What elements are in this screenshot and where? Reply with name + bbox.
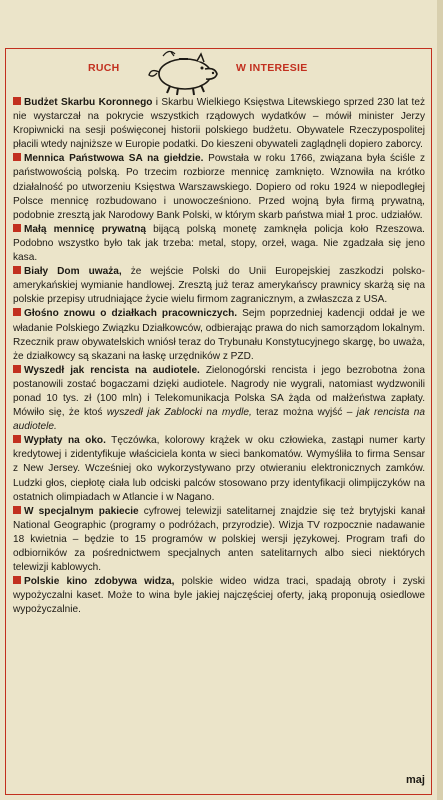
- page-edge: [437, 0, 443, 800]
- bullet-square-icon: [13, 576, 21, 584]
- news-item: [13, 265, 425, 307]
- news-headline: Małą mennicę prywatną: [24, 223, 147, 235]
- news-item: [13, 575, 425, 617]
- bullet-square-icon: [13, 308, 21, 316]
- bullet-square-icon: [13, 506, 21, 514]
- news-item: [13, 96, 425, 152]
- news-italic-phrase: jak rencista na audiotele.: [13, 407, 426, 433]
- news-headline: Wyszedł jak rencista na audiotele.: [24, 364, 200, 376]
- section-header: [0, 0, 443, 74]
- bullet-square-icon: [13, 97, 21, 105]
- news-column: [13, 96, 425, 617]
- piggy-bank-icon: [143, 46, 229, 96]
- bullet-square-icon: [13, 224, 21, 232]
- news-body: i Skarbu Wielkiego Księstwa Litewskiego sprzed 230 lat też nie wystarczał na pokrycie wszystkich rządowych wydatków – mówił minister Jerzy Kropiwnicki na sesji poświęconej historii polskiego budżetu. Obywatele Rzeczypospolitej płacili wtedy najniższe w Europie podatki. Do kieszeni obywateli zaglądnęli dopiero zaborcy.: [13, 97, 425, 151]
- author-signature: maj: [406, 774, 425, 786]
- section-label-right: W INTERESIE: [236, 62, 308, 74]
- news-headline: Głośno znowu o działkach pracowniczych.: [24, 308, 238, 320]
- section-label-left: RUCH: [88, 62, 120, 74]
- bullet-square-icon: [13, 153, 21, 161]
- news-headline: Mennica Państwowa SA na giełdzie.: [24, 153, 204, 165]
- news-headline: W specjalnym pakiecie: [24, 505, 139, 517]
- news-headline: Budżet Skarbu Koronnego: [24, 97, 153, 108]
- news-item: [13, 364, 425, 434]
- news-body: bijącą polską monetę zamknęła policja koło Rzeszowa. Podobno wszystko było tak jak trzeba: metal, stopy, orzeł, waga. Nie zgadzała się jeno kasa.: [13, 223, 425, 264]
- news-item: [13, 152, 425, 222]
- news-body: Powstała w roku 1766, związana była ściśle z państwowością polską. Po trzecim rozbiorze mennicę zamknięto. Wznowiła na krótko działalność po utworzeniu Księstwa Warszawskiego. Dopiero od roku 1924 w niepodległej Polsce mennicę rozbudowano i unowocześniono. Przed wojną była firmą prywatną, podobnie zresztą jak Narodowy Bank Polski, w którym skarb państwa miał 1 proc. udziałów.: [13, 153, 425, 221]
- news-item: [13, 223, 425, 265]
- news-body: teraz można wyjść –: [251, 407, 357, 419]
- news-item: [13, 434, 425, 504]
- news-headline: Polskie kino zdobywa widza,: [24, 576, 175, 588]
- news-italic-phrase: wyszedł jak Zablocki na mydle,: [106, 407, 252, 419]
- news-body: Sejm poprzedniej kadencji oddał je we władanie Polskiego Związku Działkowców, odbierając prawa do nich samorządom lokalnym. Rzecznik praw obywatelskich wniósł teraz do Trybunału Konstytucyjnego skargę, bo uważa, że działkowcy są skazani na łaskę urzędników z PZD.: [13, 308, 425, 362]
- news-body: cyfrowej telewizji satelitarnej znajdzie się też brytyjski kanał National Geographic (programy o podróżach, przyrodzie). Wizja TV rozpocznie nadawanie 18 kwietnia – będzie to 15 programów w polskiej wersji językowej. Program trafi do odbiorników za pośrednictwem specjalnych anten satelitarnych albo sieci niektórych telewizji kablowych.: [13, 505, 425, 574]
- news-body: polskie wideo widza traci, spadają obroty i zyski wypożyczalni kaset. Może to wina byle jakiej najczęściej oferty, jaką proponują osiedlowe wypożyczalnie.: [13, 576, 425, 616]
- bullet-square-icon: [13, 365, 21, 373]
- news-item: [13, 505, 425, 575]
- bullet-square-icon: [13, 435, 21, 443]
- news-headline: Biały Dom uważa,: [24, 266, 122, 278]
- news-body: Tęczówka, kolorowy krążek w oku człowieka, zastąpi numer karty kredytowej i zidentyfikuje właściciela konta w sieci bankomatów. Wymyśliła to firma Sensar z New Jersey. Wcześniej oko wykorzystywano przy otwieraniu elektronicznych zamków. Ludzki głos, ciepłotę ciała lub odciski palców stosowano przy identyfikacji olimpijczyków na ostatnich olimpiadach w Atlancie i w Nagano.: [13, 435, 426, 503]
- news-body: że wejście Polski do Unii Europejskiej zaszkodzi polsko-amerykańskiej wymianie handlowej. Zresztą już teraz amerykańscy prawnicy skarżą się na polskie przepisy utrudniające życie wielu firmom zagranicznym, a zwłaszcza z USA.: [13, 266, 425, 306]
- news-item: [13, 307, 425, 363]
- news-body: Zielonogórski rencista i jego bezrobotna żona postanowili zostać bogaczami dzięki audiotele. Nagrody nie wygrali, natomiast wydzwonili ponad 10 tys. zł (100 mln) i Telekomunikacja Polska SA żąda od małżeństwa zapłaty. Mówiło się, że ktoś: [13, 364, 426, 419]
- bullet-square-icon: [13, 266, 21, 274]
- news-headline: Wypłaty na oko.: [24, 435, 106, 447]
